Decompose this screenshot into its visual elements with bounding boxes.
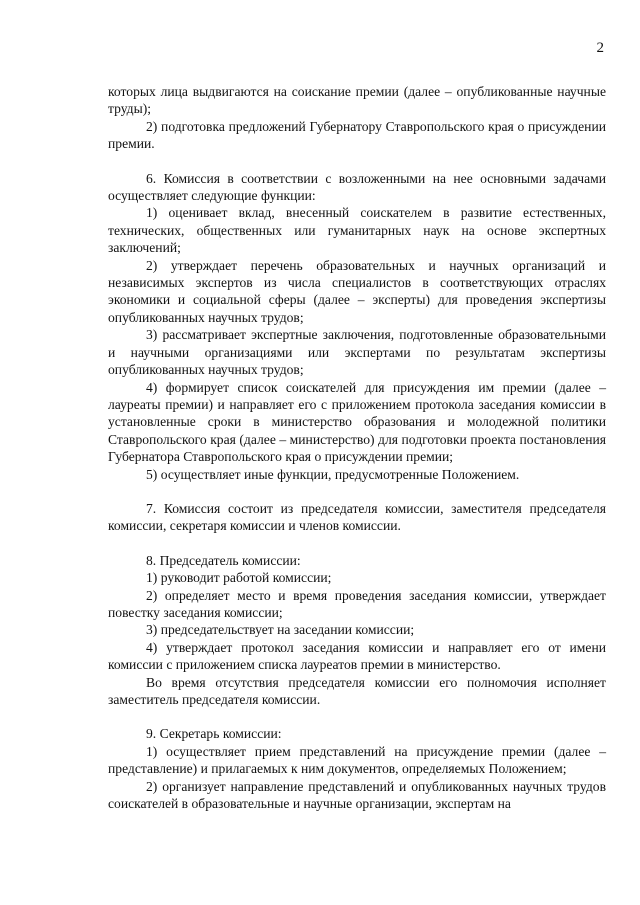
paragraph: 3) рассматривает экспертные заключения, подготовленные образовательными и научными организациями или экспертами по результатам экспертизы опубликованных научных трудов; (108, 327, 606, 378)
page-number: 2 (596, 40, 604, 56)
paragraph: 6. Комиссия в соответствии с возложенными на нее основными задачами осуществляет следующие функции: (108, 170, 606, 204)
paragraph-gap (108, 535, 606, 552)
paragraph: 8. Председатель комиссии: (146, 552, 301, 568)
paragraph-gap (108, 708, 606, 725)
paragraph: 2) определяет место и время проведения заседания комиссии, утверждает повестку заседания комиссии; (108, 587, 606, 620)
paragraph: Во время отсутствия председателя комиссии его полномочия исполняет заместитель председателя комиссии. (108, 674, 606, 707)
paragraph: 7. Комиссия состоит из председателя комиссии, заместителя председателя комиссии, секретаря комиссии и членов комиссии. (108, 500, 606, 534)
document-body (108, 83, 606, 812)
paragraph: 2) организует направление представлений и опубликованных научных трудов соискателей в образовательные и научные организации, экспертам на (108, 778, 606, 812)
paragraph: которых лица выдвигаются на соискание премии (далее – опубликованные научные труды); (108, 84, 606, 117)
paragraph: 1) осуществляет прием представлений на присуждение премии (далее – представление) и прилагаемых к ним документов, определяемых Положением; (108, 743, 606, 777)
paragraph: 2) утверждает перечень образовательных и научных организаций и независимых экспертов из числа специалистов в соответствующих отраслях экономики и социальной сферы (далее – эксперты) для проведения экспертизы опубликованных научных трудов; (108, 257, 606, 325)
paragraph: 4) утверждает протокол заседания комиссии и направляет его от имени комиссии с приложением списка лауреатов премии в министерство. (108, 639, 606, 673)
paragraph: 4) формирует список соискателей для присуждения им премии (далее – лауреаты премии) и направляет его с приложением протокола заседания комиссии в установленные сроки в министерство образования и молодежной политики Ставропольского края (далее – министерство) для подготовки проекта постановления Губернатора Ставропольского края о присуждении премии; (108, 379, 606, 465)
paragraph-gap (108, 153, 606, 170)
paragraph: 9. Секретарь комиссии: (146, 726, 282, 742)
paragraph: 1) руководит работой комиссии; (146, 570, 332, 586)
paragraph: 3) председательствует на заседании комиссии; (146, 622, 415, 638)
paragraph: 5) осуществляет иные функции, предусмотренные Положением. (146, 466, 520, 482)
paragraph-gap (108, 483, 606, 500)
paragraph: 1) оценивает вклад, внесенный соискателем в развитие естественных, технических, общественных или гуманитарных наук на основе экспертных заключений; (108, 205, 606, 256)
paragraph: 2) подготовка предложений Губернатору Ставропольского края о присуждении премии. (108, 118, 606, 152)
